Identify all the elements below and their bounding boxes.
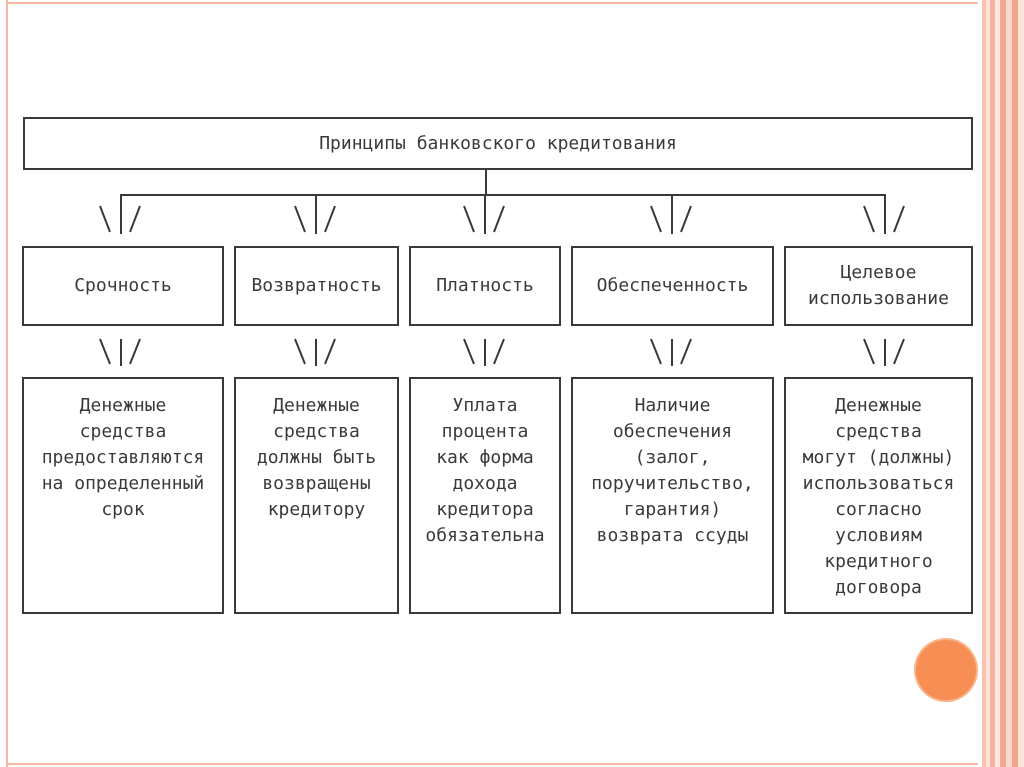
principle-name: Целевое использование: [808, 262, 949, 309]
arrow-stroke: [864, 339, 874, 364]
principle-description: Денежные средства могут (должны) использоваться согласно условиям кредитного договора: [802, 395, 955, 598]
description-box-obespechennost: [571, 377, 774, 614]
arrow-stroke: [651, 206, 661, 232]
principle-description: Денежные средства предоставляются на определенный срок: [41, 395, 205, 520]
principle-box-tselevoe: [784, 246, 973, 326]
principle-description: Уплата процента как форма дохода кредитора обязательна: [425, 395, 545, 546]
arrow-stroke: [864, 206, 874, 232]
principle-name: Возвратность: [251, 275, 382, 296]
arrow-stroke: [681, 206, 691, 232]
principle-description: Денежные средства должны быть возвращены кредитору: [256, 395, 377, 520]
description-box-platnost: [409, 377, 561, 614]
principle-box-vozvratnost: [234, 246, 399, 326]
diagram-title: Принципы банковского кредитования: [319, 132, 677, 154]
arrow-stroke: [651, 339, 661, 364]
arrow-stroke: [295, 339, 305, 364]
arrow-stroke: [325, 206, 335, 232]
description-box-vozvratnost: [234, 377, 399, 614]
arrow-stroke: [894, 206, 904, 232]
principle-box-obespechennost: [571, 246, 774, 326]
arrow-stroke: [295, 206, 305, 232]
arrow-stroke: [100, 339, 110, 364]
principle-name: Срочность: [74, 275, 172, 296]
description-box-srochnost: [22, 377, 224, 614]
principle-name: Обеспеченность: [596, 275, 749, 296]
arrow-stroke: [100, 206, 110, 232]
arrow-stroke: [894, 339, 904, 364]
arrow-stroke: [130, 339, 140, 364]
principle-name: Платность: [436, 275, 534, 296]
arrow-stroke: [325, 339, 335, 364]
arrow-stroke: [681, 339, 691, 364]
description-box-tselevoe: [784, 377, 973, 614]
arrow-stroke: [494, 339, 504, 364]
principle-box-platnost: [409, 246, 561, 326]
arrow-stroke: [464, 206, 474, 232]
arrow-stroke: [494, 206, 504, 232]
principle-description: Наличие обеспечения (залог, поручительство, гарантия) возврата ссуды: [591, 395, 754, 546]
arrow-stroke: [464, 339, 474, 364]
principle-box-srochnost: [22, 246, 224, 326]
arrow-stroke: [130, 206, 140, 232]
